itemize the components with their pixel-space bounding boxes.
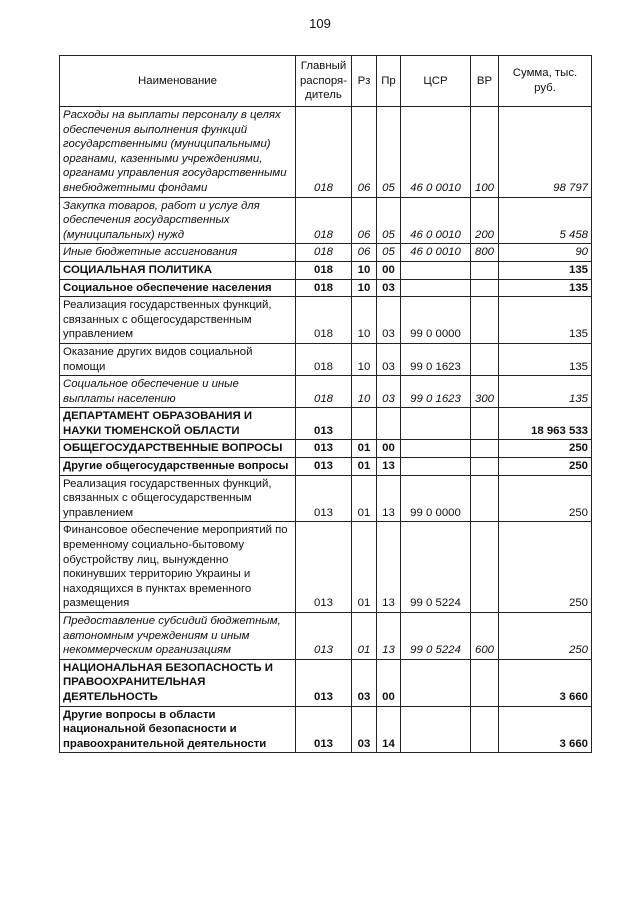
row-expense-type-cell: [471, 475, 499, 522]
row-chief-manager-cell: 013: [296, 706, 352, 753]
row-subsection-cell: 13: [377, 522, 401, 613]
row-target-article-cell: 99 0 1623: [401, 343, 471, 375]
row-expense-type-cell: 300: [471, 376, 499, 408]
row-expense-type-cell: 100: [471, 107, 499, 198]
row-chief-manager-cell: 018: [296, 297, 352, 344]
row-chief-manager-cell: 013: [296, 475, 352, 522]
row-name-cell: Реализация государственных функций, связанных с общегосударственным управлением: [60, 475, 296, 522]
row-amount-cell: 135: [499, 279, 592, 297]
row-section-cell: 01: [352, 475, 377, 522]
row-subsection-cell: 00: [377, 261, 401, 279]
row-amount-cell: 250: [499, 458, 592, 476]
row-section-cell: 10: [352, 261, 377, 279]
row-subsection-cell: 13: [377, 458, 401, 476]
table-row: [60, 440, 592, 458]
row-expense-type-cell: 800: [471, 244, 499, 262]
row-amount-cell: 3 660: [499, 659, 592, 706]
row-amount-cell: 250: [499, 475, 592, 522]
table-header-row: [60, 56, 592, 107]
row-amount-cell: 250: [499, 522, 592, 613]
row-chief-manager-cell: 018: [296, 343, 352, 375]
row-target-article-cell: 99 0 1623: [401, 376, 471, 408]
row-subsection-cell: 05: [377, 244, 401, 262]
row-expense-type-cell: [471, 522, 499, 613]
row-section-cell: 01: [352, 522, 377, 613]
row-expense-type-cell: 600: [471, 613, 499, 660]
row-name-cell: ДЕПАРТАМЕНТ ОБРАЗОВАНИЯ И НАУКИ ТЮМЕНСКОЙ ОБЛАСТИ: [60, 408, 296, 440]
row-section-cell: 10: [352, 343, 377, 375]
row-chief-manager-cell: 013: [296, 408, 352, 440]
table-row: [60, 343, 592, 375]
row-target-article-cell: [401, 279, 471, 297]
row-section-cell: 06: [352, 244, 377, 262]
row-subsection-cell: 00: [377, 440, 401, 458]
row-amount-cell: 135: [499, 261, 592, 279]
row-name-cell: ОБЩЕГОСУДАРСТВЕННЫЕ ВОПРОСЫ: [60, 440, 296, 458]
table-row: [60, 522, 592, 613]
table-row: [60, 107, 592, 198]
header-subsection: Пр: [377, 56, 401, 107]
row-subsection-cell: 14: [377, 706, 401, 753]
row-subsection-cell: 03: [377, 376, 401, 408]
row-target-article-cell: 99 0 0000: [401, 297, 471, 344]
table-row: [60, 475, 592, 522]
row-amount-cell: 250: [499, 440, 592, 458]
row-subsection-cell: 05: [377, 197, 401, 244]
header-expense-type: ВР: [471, 56, 499, 107]
row-target-article-cell: 46 0 0010: [401, 244, 471, 262]
header-chief-manager: Главный распоря-дитель: [296, 56, 352, 107]
row-expense-type-cell: [471, 343, 499, 375]
row-amount-cell: 3 660: [499, 706, 592, 753]
row-section-cell: 01: [352, 440, 377, 458]
row-chief-manager-cell: 013: [296, 440, 352, 458]
row-expense-type-cell: [471, 279, 499, 297]
row-chief-manager-cell: 013: [296, 458, 352, 476]
row-name-cell: Закупка товаров, работ и услуг для обеспечения государственных (муниципальных) нужд: [60, 197, 296, 244]
row-amount-cell: 5 458: [499, 197, 592, 244]
row-amount-cell: 135: [499, 297, 592, 344]
row-name-cell: Иные бюджетные ассигнования: [60, 244, 296, 262]
row-chief-manager-cell: 018: [296, 261, 352, 279]
row-amount-cell: 98 797: [499, 107, 592, 198]
row-subsection-cell: 05: [377, 107, 401, 198]
row-chief-manager-cell: 013: [296, 522, 352, 613]
table-row: [60, 376, 592, 408]
row-section-cell: 10: [352, 376, 377, 408]
row-amount-cell: 135: [499, 343, 592, 375]
row-chief-manager-cell: 018: [296, 197, 352, 244]
row-section-cell: 03: [352, 659, 377, 706]
header-target-article: ЦСР: [401, 56, 471, 107]
row-expense-type-cell: 200: [471, 197, 499, 244]
row-name-cell: СОЦИАЛЬНАЯ ПОЛИТИКА: [60, 261, 296, 279]
row-expense-type-cell: [471, 408, 499, 440]
row-subsection-cell: [377, 408, 401, 440]
row-chief-manager-cell: 018: [296, 279, 352, 297]
row-name-cell: Социальное обеспечение и иные выплаты населению: [60, 376, 296, 408]
row-section-cell: 01: [352, 613, 377, 660]
row-subsection-cell: 03: [377, 279, 401, 297]
table-row: [60, 458, 592, 476]
table-row: [60, 244, 592, 262]
row-amount-cell: 18 963 533: [499, 408, 592, 440]
row-amount-cell: 90: [499, 244, 592, 262]
row-section-cell: [352, 408, 377, 440]
row-target-article-cell: [401, 659, 471, 706]
row-target-article-cell: 99 0 5224: [401, 613, 471, 660]
row-target-article-cell: 99 0 0000: [401, 475, 471, 522]
table-row: [60, 279, 592, 297]
row-section-cell: 06: [352, 197, 377, 244]
row-chief-manager-cell: 013: [296, 659, 352, 706]
row-name-cell: Финансовое обеспечение мероприятий по временному социально-бытовому обустройству лиц, вынужденно покинувших территорию Украины и находящихся в пунктах временного размещения: [60, 522, 296, 613]
table-row: [60, 297, 592, 344]
row-amount-cell: 250: [499, 613, 592, 660]
row-name-cell: Другие общегосударственные вопросы: [60, 458, 296, 476]
row-name-cell: НАЦИОНАЛЬНАЯ БЕЗОПАСНОСТЬ И ПРАВООХРАНИТЕЛЬНАЯ ДЕЯТЕЛЬНОСТЬ: [60, 659, 296, 706]
row-expense-type-cell: [471, 440, 499, 458]
page-number: 109: [309, 16, 331, 31]
row-subsection-cell: 13: [377, 613, 401, 660]
row-name-cell: Оказание других видов социальной помощи: [60, 343, 296, 375]
row-expense-type-cell: [471, 706, 499, 753]
row-target-article-cell: 46 0 0010: [401, 197, 471, 244]
row-section-cell: 10: [352, 279, 377, 297]
row-name-cell: Расходы на выплаты персоналу в целях обеспечения выполнения функций государственными (муниципальными) органами, казенными учреждениями, органами управления государственными внебюджетными фондами: [60, 107, 296, 198]
table-row: [60, 408, 592, 440]
row-subsection-cell: 00: [377, 659, 401, 706]
row-subsection-cell: 03: [377, 343, 401, 375]
row-section-cell: 03: [352, 706, 377, 753]
row-chief-manager-cell: 018: [296, 244, 352, 262]
row-target-article-cell: [401, 261, 471, 279]
row-expense-type-cell: [471, 458, 499, 476]
row-chief-manager-cell: 018: [296, 376, 352, 408]
budget-table: [59, 55, 592, 753]
row-name-cell: Социальное обеспечение населения: [60, 279, 296, 297]
row-target-article-cell: [401, 706, 471, 753]
row-name-cell: Другие вопросы в области национальной безопасности и правоохранительной деятельности: [60, 706, 296, 753]
header-section: Рз: [352, 56, 377, 107]
table-row: [60, 261, 592, 279]
row-amount-cell: 135: [499, 376, 592, 408]
row-chief-manager-cell: 013: [296, 613, 352, 660]
table-row: [60, 197, 592, 244]
row-target-article-cell: 46 0 0010: [401, 107, 471, 198]
row-section-cell: 10: [352, 297, 377, 344]
row-section-cell: 01: [352, 458, 377, 476]
row-section-cell: 06: [352, 107, 377, 198]
table-row: [60, 706, 592, 753]
table-row: [60, 659, 592, 706]
row-target-article-cell: [401, 458, 471, 476]
row-target-article-cell: [401, 408, 471, 440]
row-expense-type-cell: [471, 659, 499, 706]
row-name-cell: Реализация государственных функций, связанных с общегосударственным управлением: [60, 297, 296, 344]
row-target-article-cell: [401, 440, 471, 458]
table-row: [60, 613, 592, 660]
header-name: Наименование: [60, 56, 296, 107]
row-chief-manager-cell: 018: [296, 107, 352, 198]
row-expense-type-cell: [471, 261, 499, 279]
row-subsection-cell: 13: [377, 475, 401, 522]
row-expense-type-cell: [471, 297, 499, 344]
header-amount: Сумма, тыс. руб.: [499, 56, 592, 107]
row-target-article-cell: 99 0 5224: [401, 522, 471, 613]
row-subsection-cell: 03: [377, 297, 401, 344]
row-name-cell: Предоставление субсидий бюджетным, автономным учреждениям и иным некоммерческим организациям: [60, 613, 296, 660]
